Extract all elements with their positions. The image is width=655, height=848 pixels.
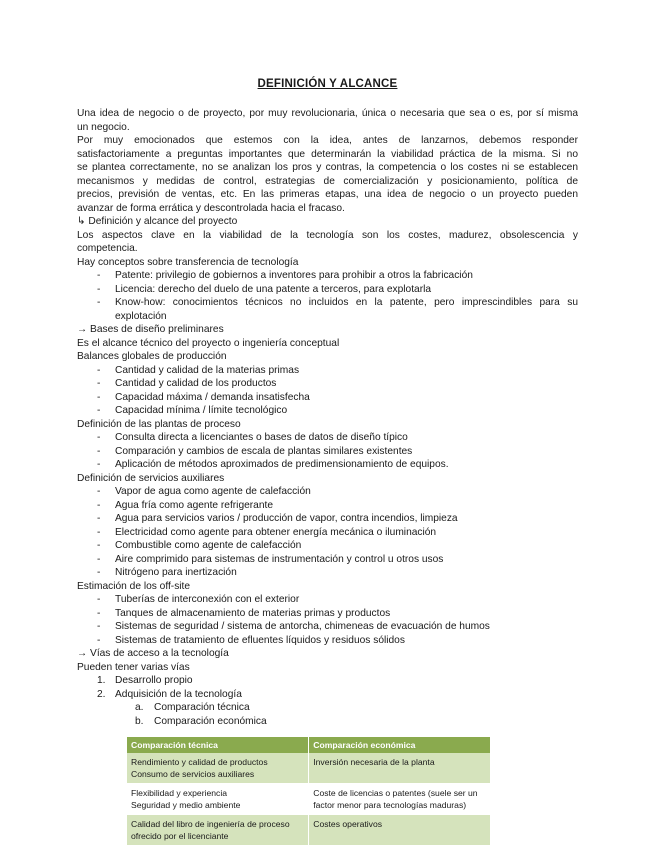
- document-body: [77, 107, 578, 728]
- list-item: - Tanques de almacenamiento de materias primas y productos: [77, 607, 578, 621]
- intro-paragraph-2: [77, 134, 578, 215]
- list-item: - Comparación y cambios de escala de plantas similares existentes: [77, 445, 578, 459]
- numbered-item: [77, 674, 578, 688]
- table-row: [127, 753, 491, 784]
- table-row: [127, 784, 491, 815]
- text-line: un negocio.: [77, 121, 130, 133]
- list-item: - Agua para servicios varios / producción de vapor, contra incendios, limpieza: [77, 512, 578, 526]
- list-item-continuation: explotación: [115, 310, 167, 322]
- list-item: - Sistemas de seguridad / sistema de antorcha, chimeneas de evacuación de humos: [77, 620, 578, 634]
- text-line: Es el alcance técnico del proyecto o ingeniería conceptual: [77, 337, 340, 349]
- list-item: - Cantidad y calidad de la materias primas: [77, 364, 578, 378]
- intro-paragraph-1: [77, 107, 578, 134]
- table-header-row: [127, 737, 491, 753]
- text-line: Pueden tener varias vías: [77, 661, 190, 673]
- table-cell: [309, 815, 491, 846]
- text-line: Hay conceptos sobre transferencia de tecnología: [77, 256, 299, 268]
- item-label: Comparación económica: [154, 715, 267, 727]
- table-cell: [309, 784, 491, 815]
- cell-line: Rendimiento y calidad de productos: [131, 757, 268, 767]
- text-line: Una idea de negocio o de proyecto, por muy revolucionaria, única o necesaria que sea o es, por sí misma: [77, 108, 578, 119]
- text-line: avanzar de forma errática y descontrolada hacia el fracaso.: [77, 202, 345, 214]
- list-item: - Electricidad como agente para obtener energía mecánica o iluminación: [77, 526, 578, 540]
- cell-line: Calidad del libro de ingeniería de proceso: [131, 819, 290, 829]
- cell-line: Coste de licencias o patentes (suele ser un: [313, 788, 478, 798]
- numbered-item: [77, 688, 578, 702]
- column-header: Comparación económica: [309, 737, 491, 753]
- item-number: 2.: [97, 688, 106, 700]
- list-item: - Sistemas de tratamiento de efluentes líquidos y residuos sólidos: [77, 634, 578, 648]
- text-line: se plantea correctamente, no se analizan los pros y contras, la competencia o los costes ni se establecen: [77, 162, 578, 173]
- item-label: Adquisición de la tecnología: [115, 688, 242, 700]
- section-heading: → Bases de diseño preliminares: [77, 324, 224, 335]
- cell-line: factor menor para tecnologías maduras): [313, 799, 467, 810]
- lettered-item: [77, 701, 578, 715]
- text-line: precios, previsión de ventas, etc. En las primeras etapas, una idea de negocio o un proyecto pueden: [77, 189, 578, 200]
- list-item: - Nitrógeno para inertización: [77, 566, 578, 580]
- table-cell: [127, 784, 309, 815]
- item-label: Comparación técnica: [154, 702, 250, 713]
- text-line: Los aspectos clave en la viabilidad de la tecnología son los costes, madurez, obsolescencia y: [77, 229, 578, 241]
- list-item: - Cantidad y calidad de los productos: [77, 377, 578, 391]
- list-item: - Know-how: conocimientos técnicos no incluidos en la patente, pero imprescindibles para su: [77, 296, 578, 310]
- cell-line: Costes operativos: [313, 819, 383, 829]
- item-letter: b.: [135, 715, 144, 727]
- list-item: - Combustible como agente de calefacción: [77, 539, 578, 553]
- list-item: - Licencia: derecho del duelo de una patente a terceros, para explotarla: [77, 283, 578, 297]
- list-item: - Aplicación de métodos aproximados de predimensionamiento de equipos.: [77, 458, 578, 472]
- section-heading: → Vías de acceso a la tecnología: [77, 648, 229, 659]
- cell-line: Seguridad y medio ambiente: [131, 799, 241, 810]
- group-label: Estimación de los off-site: [77, 580, 191, 592]
- list-item: - Aire comprimido para sistemas de instrumentación y control u otros usos: [77, 553, 578, 567]
- group-label: Balances globales de producción: [77, 351, 227, 362]
- list-item: - Capacidad mínima / límite tecnológico: [77, 404, 578, 418]
- cell-line: Inversión necesaria de la planta: [313, 757, 435, 767]
- page-title: DEFINICIÓN Y ALCANCE: [257, 78, 398, 90]
- cell-line: Flexibilidad y experiencia: [131, 788, 228, 798]
- table-cell: [309, 753, 491, 784]
- comparison-table: [127, 737, 491, 846]
- section-heading: ↳ Definición y alcance del proyecto: [77, 216, 238, 227]
- group-label: Definición de servicios auxiliares: [77, 472, 225, 484]
- list-item: - Consulta directa a licenciantes o bases de datos de diseño típico: [77, 431, 578, 445]
- table-row: [127, 815, 491, 846]
- list-item: - Vapor de agua como agente de calefacción: [77, 485, 578, 499]
- list-item: - Agua fría como agente refrigerante: [77, 499, 578, 513]
- lettered-item: [77, 715, 578, 729]
- column-header: Comparación técnica: [127, 737, 309, 753]
- table-cell: [127, 815, 309, 846]
- text-line: Por muy emocionados que estemos con la idea, antes de lanzarnos, debemos responder: [77, 135, 578, 146]
- list-item: - Tuberías de interconexión con el exterior: [77, 593, 578, 607]
- item-letter: a.: [135, 702, 144, 713]
- item-label: Desarrollo propio: [115, 675, 193, 686]
- list-item: - Patente: privilegio de gobiernos a inventores para prohibir a otros la fabricación: [77, 269, 578, 283]
- text-line: satisfactoriamente a preguntas importantes que determinarán la viabilidad práctica de la misma. Si no: [77, 148, 578, 160]
- cell-line: ofrecido por el licenciante: [131, 830, 229, 841]
- table-cell: [127, 753, 309, 784]
- list-item: - Capacidad máxima / demanda insatisfecha: [77, 391, 578, 405]
- item-number: 1.: [97, 675, 106, 686]
- cell-line: Consumo de servicios auxiliares: [131, 768, 255, 779]
- group-label: Definición de las plantas de proceso: [77, 418, 241, 430]
- text-line: mecanismos y medidas de control, estrategias de comercialización y posicionamiento, política de: [77, 175, 578, 187]
- text-line: competencia.: [77, 243, 138, 254]
